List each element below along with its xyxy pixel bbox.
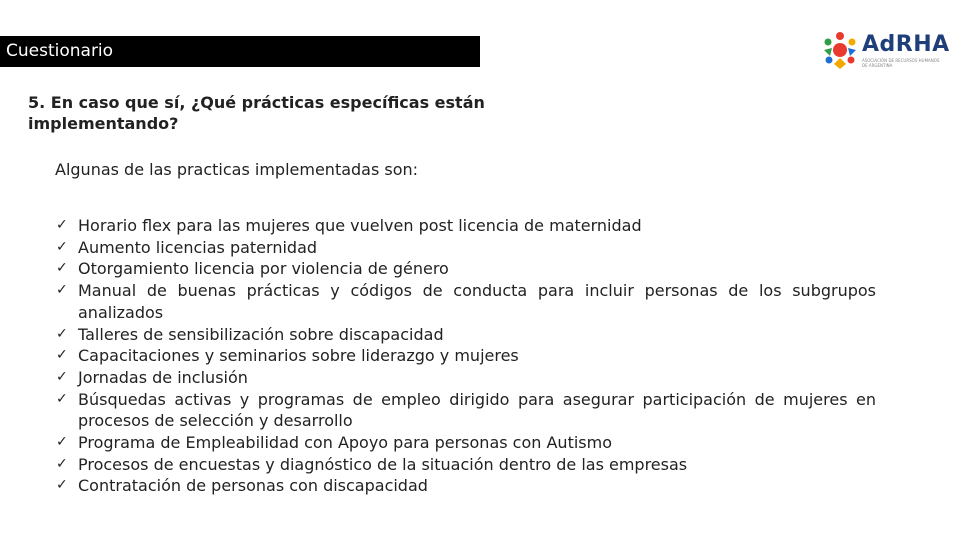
checkmark-icon: ✓	[56, 217, 68, 233]
list-item-text: Procesos de encuestas y diagnóstico de la situación dentro de las empresas	[78, 454, 688, 474]
checkmark-icon: ✓	[56, 368, 68, 385]
list-item	[56, 367, 876, 389]
list-item-text: Otorgamiento licencia por violencia de género	[78, 259, 449, 279]
adrha-logo	[820, 28, 960, 76]
list-item-text: Jornadas de inclusión	[78, 367, 248, 387]
list-item-text: Contratación de personas con discapacidad	[78, 476, 428, 496]
list-item	[56, 324, 876, 346]
list-item	[56, 280, 876, 323]
checkmark-icon: ✓	[56, 347, 68, 364]
list-item	[56, 475, 876, 497]
list-item-text: Programa de Empleabilidad con Apoyo para personas con Autismo	[78, 433, 612, 453]
logo-subtitle: ASOCIACIÓN DE RECURSOS HUMANOS DE ARGENTINA	[862, 58, 940, 68]
list-item	[56, 215, 876, 237]
list-item-text: Búsquedas activas y programas de empleo dirigido para asegurar participación de mujeres en procesos de selección y desarrollo	[78, 389, 876, 431]
question-heading: 5. En caso que sí, ¿Qué prácticas específicas están implementando?	[28, 93, 485, 133]
checkmark-icon: ✓	[56, 434, 68, 451]
checkmark-icon: ✓	[56, 238, 68, 255]
list-item	[56, 389, 876, 432]
list-item-text: Capacitaciones y seminarios sobre liderazgo y mujeres	[78, 346, 519, 366]
header-bar	[0, 36, 480, 67]
list-item-text: Horario flex para las mujeres que vuelven post licencia de maternidad	[78, 216, 642, 235]
intro-text: Algunas de las practicas implementadas son:	[55, 160, 419, 179]
checkmark-icon: ✓	[56, 325, 68, 342]
list-item	[56, 454, 876, 476]
logo-figures-icon	[820, 28, 860, 72]
checkmark-icon: ✓	[56, 477, 68, 494]
checkmark-icon: ✓	[56, 260, 68, 277]
list-item	[56, 237, 876, 259]
logo-name: AdRHA	[862, 32, 950, 57]
list-item	[56, 345, 876, 367]
practices-list	[56, 215, 876, 497]
list-item	[56, 432, 876, 454]
list-item-text: Aumento licencias paternidad	[78, 237, 318, 257]
header-title: Cuestionario	[6, 41, 114, 61]
checkmark-icon: ✓	[56, 390, 68, 407]
checkmark-icon: ✓	[56, 282, 68, 299]
list-item-text: Manual de buenas prácticas y códigos de conducta para incluir personas de los subgrupos analizados	[78, 281, 876, 322]
list-item	[56, 258, 876, 280]
checkmark-icon: ✓	[56, 455, 68, 472]
list-item-text: Talleres de sensibilización sobre discapacidad	[78, 324, 444, 344]
